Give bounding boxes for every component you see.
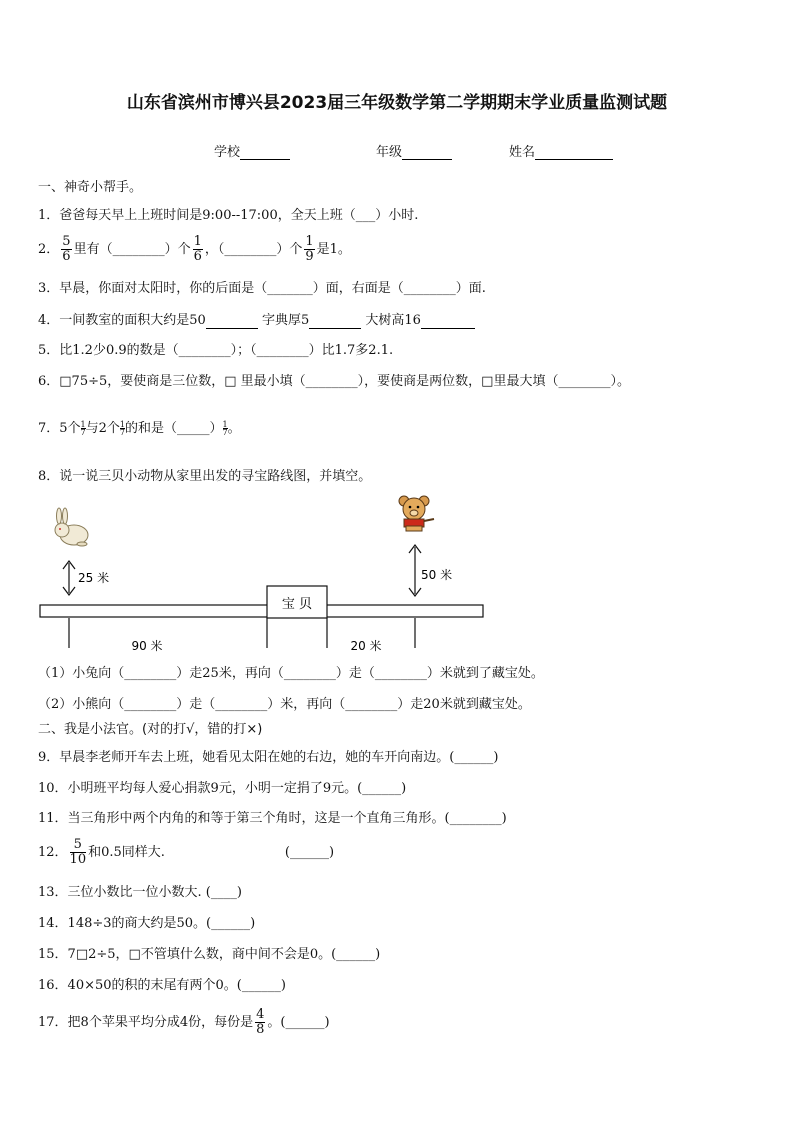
section-1-heading: 一、神奇小帮手。: [38, 180, 143, 195]
fraction-5-6: [61, 235, 71, 264]
question-6: 6．□75÷5，要使商是三位数，□ 里最小填（________），要使商是两位数，□里最大填（________）。: [38, 374, 630, 389]
q12-number: 12．: [38, 845, 68, 860]
q17-text-b: 。(______): [267, 1015, 330, 1030]
grade-field: [376, 141, 452, 160]
question-15: 15．7□2÷5，□不管填什么数，商中间不会是0。(______): [38, 947, 381, 962]
question-12: [38, 838, 334, 867]
name-blank[interactable]: [535, 146, 613, 160]
question-9: 9．早晨李老师开车去上班，她看见太阳在她的右边，她的车开向南边。(______): [38, 750, 499, 765]
name-label: 姓名: [509, 145, 536, 160]
fraction-1-6: [193, 235, 203, 264]
q2-text-b: ，（________）个: [204, 242, 303, 257]
up-down-arrow-25: [63, 561, 75, 595]
school-field: [214, 141, 290, 160]
frac-den: 10: [69, 852, 87, 867]
frac-num: 5: [62, 234, 71, 249]
frac-num: 1: [193, 234, 202, 249]
school-blank[interactable]: [240, 146, 290, 160]
q4-text: 4．一间教室的面积大约是50: [38, 313, 206, 328]
fraction-1-9: [304, 235, 314, 264]
question-1: 1．爸爸每天早上上班时间是9:00--17:00，全天上班（___）小时.: [38, 208, 419, 223]
label-50m: 50 米: [421, 568, 453, 582]
q12-answer: (______): [284, 845, 335, 860]
q17-text-a: 17．把8个苹果平均分成4份，每份是: [38, 1015, 254, 1030]
frac-num: 1: [222, 420, 228, 429]
frac-den: 6: [193, 249, 202, 264]
section-2-heading: 二、我是小法官。(对的打√，错的打×): [38, 722, 263, 737]
road-bar: [40, 605, 483, 617]
frac-num: 1: [80, 420, 86, 429]
q4-blank-3[interactable]: [421, 315, 475, 329]
question-11: 11．当三角形中两个内角的和等于第三个角时，这是一个直角三角形。(________): [38, 811, 507, 826]
q7-text-d: 。: [227, 421, 241, 436]
q4-blank-1[interactable]: [206, 315, 258, 329]
question-8-1: （1）小兔向（________）走25米，再向（________）走（________）米就到了藏宝处。: [38, 666, 544, 681]
name-field: [509, 141, 613, 160]
q4-text-b: 大树高16: [365, 313, 421, 328]
question-13: 13．三位小数比一位小数大. (____): [38, 885, 242, 900]
question-5: 5．比1.2少0.9的数是（________）；（________）比1.7多2.1.: [38, 343, 394, 358]
question-8: 8．说一说三贝小动物从家里出发的寻宝路线图，并填空。: [38, 469, 372, 484]
question-8-2: （2）小熊向（________）走（________）米，再向（________）走20米就到藏宝处。: [38, 697, 531, 712]
question-16: 16．40×50的积的末尾有两个0。(______): [38, 978, 286, 993]
q12-text: 和0.5同样大.: [88, 845, 165, 860]
label-20m: 20 米: [350, 639, 382, 653]
school-label: 学校: [214, 145, 241, 160]
label-90m: 90 米: [131, 639, 163, 653]
question-3: 3．早晨，你面对太阳时，你的后面是（_______）面，右面是（________）面.: [38, 281, 486, 296]
q7-text-a: 7．5个: [38, 421, 81, 436]
frac-den: 6: [62, 249, 71, 264]
treasure-label: 宝 贝: [281, 597, 313, 612]
frac-den: 7: [222, 428, 228, 437]
question-14: 14．148÷3的商大约是50。(______): [38, 916, 256, 931]
question-7: [38, 421, 241, 437]
frac-num: 4: [256, 1007, 265, 1022]
question-10: 10．小明班平均每人爱心捐款9元，小明一定捐了9元。(______): [38, 781, 407, 796]
frac-den: 7: [80, 428, 86, 437]
fraction-5-10: [70, 838, 87, 867]
q2-text-a: 里有（________）个: [73, 242, 191, 257]
treasure-route-diagram: [0, 490, 794, 660]
up-down-arrow-50: [409, 545, 421, 596]
frac-den: 9: [305, 249, 314, 264]
question-17: [38, 1008, 330, 1037]
q4-blank-2[interactable]: [309, 315, 361, 329]
q2-number: 2．: [38, 242, 60, 257]
frac-num: 1: [119, 420, 126, 429]
frac-num: 5: [70, 838, 87, 853]
fraction-4-8: [255, 1008, 265, 1037]
q4-text-a: 字典厚5: [261, 313, 310, 328]
page-title: 山东省滨州市博兴县2023届三年级数学第二学期期末学业质量监测试题: [126, 93, 668, 113]
question-4: [38, 313, 475, 329]
q2-text-c: 是1。: [316, 242, 351, 257]
frac-den: 7: [119, 428, 126, 437]
q7-text-c: 的和是（_____）: [125, 421, 223, 436]
bear-icon: [399, 496, 434, 531]
frac-num: 1: [305, 234, 314, 249]
frac-den: 8: [256, 1022, 265, 1037]
rabbit-icon: [55, 508, 88, 546]
grade-blank[interactable]: [402, 146, 452, 160]
q7-text-b: 与2个: [85, 421, 120, 436]
label-25m: 25 米: [78, 571, 110, 585]
grade-label: 年级: [376, 145, 403, 160]
question-2: [38, 235, 351, 264]
